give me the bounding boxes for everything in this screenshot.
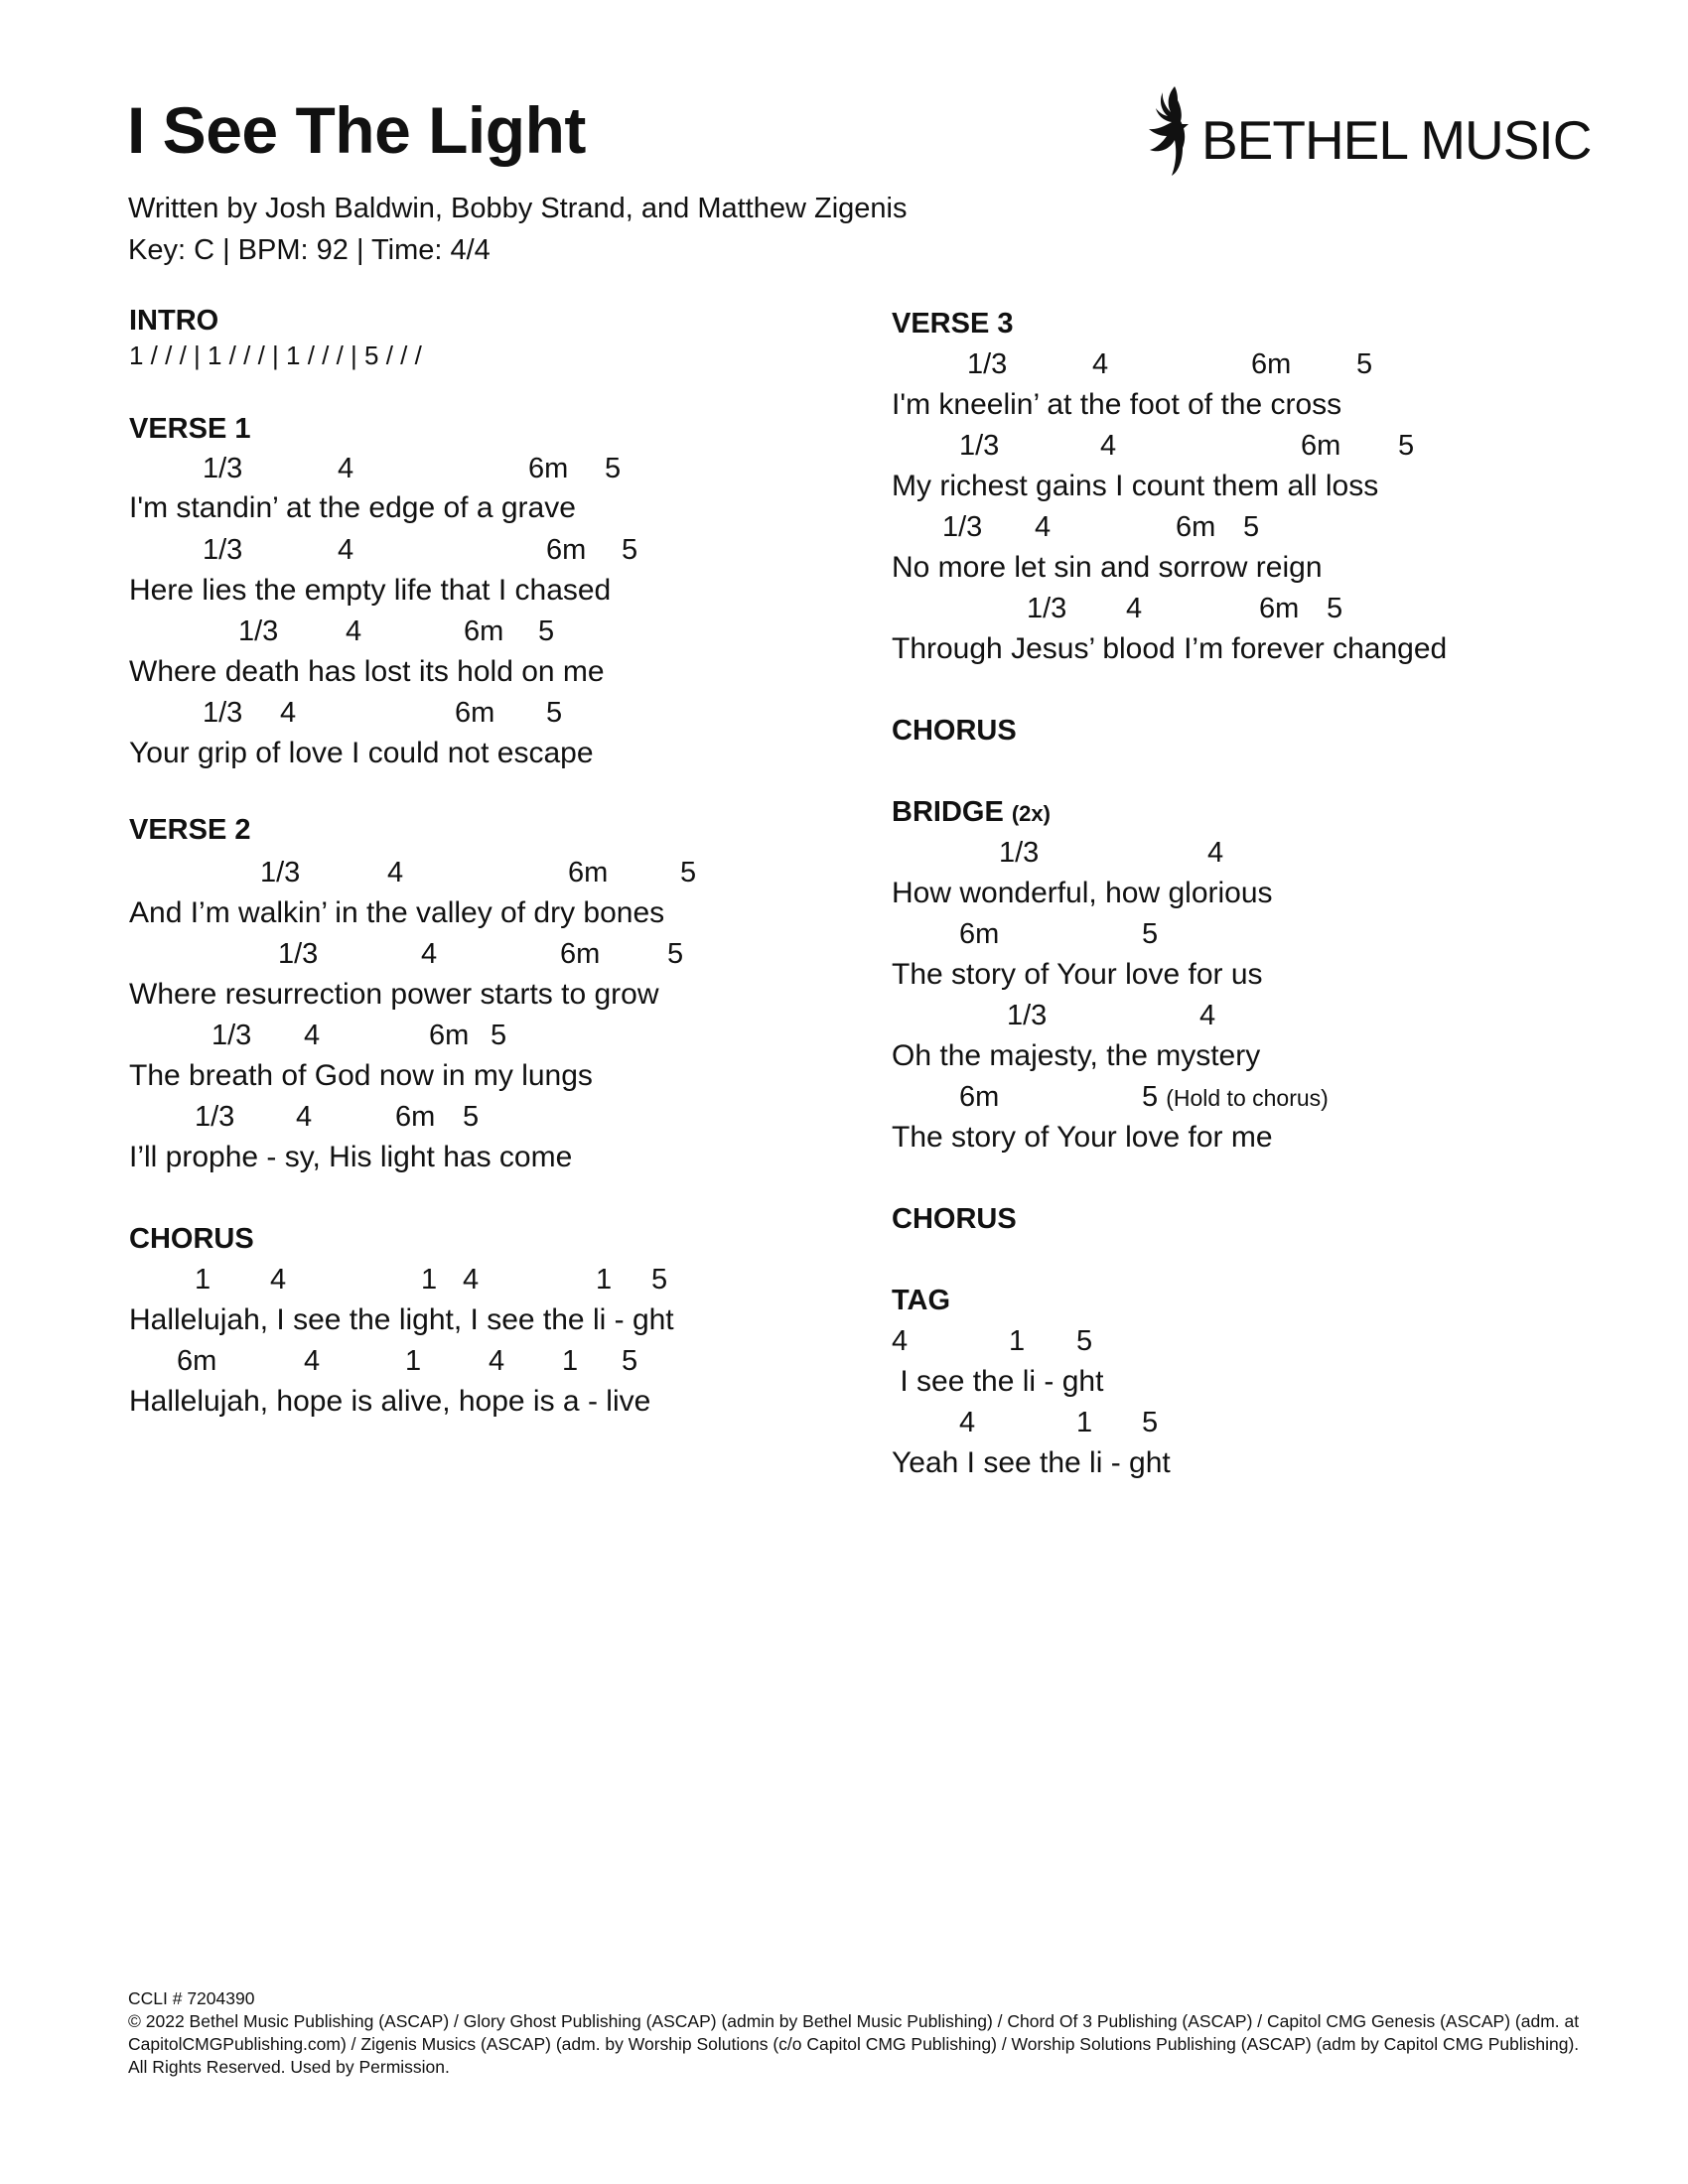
chord: 4: [1092, 348, 1109, 380]
chord: 6m: [959, 918, 1000, 950]
chord: 5: [651, 1264, 668, 1296]
chord: 5: [605, 453, 622, 484]
chord: 5: [1243, 511, 1260, 543]
chord: 4: [463, 1264, 480, 1296]
chord: 4: [489, 1345, 505, 1377]
chord: 6m: [455, 697, 495, 729]
ccli-number: CCLI # 7204390: [128, 1988, 255, 2008]
chord: 6m: [1301, 430, 1341, 462]
song-title: I See The Light: [127, 93, 586, 167]
chord: 5: [546, 697, 563, 729]
chord: 5: [1142, 918, 1159, 950]
song-key-bpm-time: Key: C | BPM: 92 | Time: 4/4: [128, 234, 491, 266]
copyright-notice: © 2022 Bethel Music Publishing (ASCAP) / Glory Ghost Publishing (ASCAP) (admin by Bethel Music Publishing) / Chord Of 3 Publishing (ASCAP) / Capitol CMG Genesis (ASCAP) (adm. at CapitolCMGPublishing.com) / Zigenis Musics (ASCAP) (adm. by Worship Solutions (c/o Capitol CMG Publishing) / Worship Solutions Publishing (ASCAP) (adm by Capitol CMG Publishing). All Rights Reserved. Used by Permission.: [128, 2011, 1580, 2077]
chord: 5: [622, 1345, 638, 1377]
chord: 4: [338, 534, 354, 566]
chord: 1/3: [260, 857, 301, 888]
lyric-line: And I’m walkin’ in the valley of dry bones: [129, 896, 665, 929]
section-heading-chorus: CHORUS: [129, 1223, 254, 1255]
chord: 1: [1076, 1407, 1093, 1438]
chord: 5: [1327, 593, 1343, 624]
lyric-line: Your grip of love I could not escape: [129, 737, 594, 769]
chord: 6m: [1251, 348, 1292, 380]
chord: 6m: [959, 1081, 1000, 1113]
chord: 4: [270, 1264, 287, 1296]
chord: 1: [195, 1264, 211, 1296]
lyric-line: Oh the majesty, the mystery: [892, 1039, 1261, 1072]
section-heading-chorus-repeat: CHORUS: [892, 1203, 1017, 1235]
bethel-music-logo: [1137, 84, 1592, 184]
chord: 1: [562, 1345, 579, 1377]
chord: 1/3: [1007, 1000, 1048, 1031]
chord: 4: [296, 1101, 313, 1133]
lyric-line: I see the li - ght: [892, 1365, 1104, 1398]
lyric-line: Hallelujah, hope is alive, hope is a - live: [129, 1385, 651, 1418]
chord: 4: [1035, 511, 1052, 543]
chord: 5: [622, 534, 638, 566]
lyric-line: Here lies the empty life that I chased: [129, 574, 612, 607]
chord: 1/3: [203, 534, 243, 566]
chord: 1/3: [1027, 593, 1067, 624]
chord: 1/3: [195, 1101, 235, 1133]
lyric-line: The story of Your love for us: [892, 958, 1263, 991]
lyric-line: Through Jesus’ blood I’m forever changed: [892, 632, 1448, 665]
deer-head-icon: [1137, 84, 1198, 184]
lyric-line: Where resurrection power starts to grow: [129, 978, 659, 1011]
chord: 6m: [1259, 593, 1300, 624]
hold-to-chorus-note: (Hold to chorus): [1166, 1085, 1329, 1111]
song-writers: Written by Josh Baldwin, Bobby Strand, and Matthew Zigenis: [128, 193, 908, 224]
chord: 4: [346, 615, 362, 647]
section-heading-verse-3: VERSE 3: [892, 308, 1014, 340]
chord: 1: [421, 1264, 438, 1296]
chord: 4: [304, 1020, 321, 1051]
chord: 1: [596, 1264, 613, 1296]
lyric-line: Yeah I see the li - ght: [892, 1446, 1171, 1479]
chord: 1: [405, 1345, 422, 1377]
section-heading-chorus-repeat: CHORUS: [892, 715, 1017, 747]
chord: 1/3: [942, 511, 983, 543]
lyric-line: Where death has lost its hold on me: [129, 655, 605, 688]
chord: 5: [680, 857, 697, 888]
chord: 6m: [464, 615, 504, 647]
chord: 1: [1009, 1325, 1026, 1357]
chord: [1142, 1083, 1329, 1112]
chord: 4: [338, 453, 354, 484]
lyric-line: The breath of God now in my lungs: [129, 1059, 593, 1092]
chord: 6m: [1176, 511, 1216, 543]
chord: 1/3: [203, 697, 243, 729]
chord: 1/3: [967, 348, 1008, 380]
bridge-repeat-note: (2x): [1011, 801, 1051, 826]
section-heading-tag: TAG: [892, 1285, 951, 1316]
lyric-line: I'm kneelin’ at the foot of the cross: [892, 388, 1342, 421]
chord: 4: [1126, 593, 1143, 624]
chord: 5: [538, 615, 555, 647]
footer: [128, 1987, 1588, 2079]
lyric-line: No more let sin and sorrow reign: [892, 551, 1323, 584]
chord: 6m: [560, 938, 601, 970]
chord: 6m: [395, 1101, 436, 1133]
logo-wordmark: BETHEL MUSIC: [1201, 109, 1592, 171]
section-heading-bridge: [892, 798, 1051, 827]
chord: 6m: [546, 534, 587, 566]
chord: 5: [1142, 1407, 1159, 1438]
chord: 1/3: [278, 938, 319, 970]
lyric-line: How wonderful, how glorious: [892, 877, 1273, 909]
chord: 5: [491, 1020, 507, 1051]
chord: 5: [1398, 430, 1415, 462]
chord: 6m: [429, 1020, 470, 1051]
chord: 4: [1199, 1000, 1216, 1031]
chord: 5: [667, 938, 684, 970]
chord: 4: [1207, 837, 1224, 869]
section-heading-verse-2: VERSE 2: [129, 814, 251, 846]
chord: 1/3: [203, 453, 243, 484]
lyric-line: I'm standin’ at the edge of a grave: [129, 491, 576, 524]
chord: 5: [1076, 1325, 1093, 1357]
chord: 6m: [568, 857, 609, 888]
lyric-line: I’ll prophe - sy, His light has come: [129, 1141, 573, 1173]
lyric-line: Hallelujah, I see the light, I see the li - ght: [129, 1303, 674, 1336]
chord: 1/3: [211, 1020, 252, 1051]
chord-value: 5: [1142, 1081, 1159, 1113]
chord: 4: [892, 1325, 909, 1357]
chord: 5: [463, 1101, 480, 1133]
chord: 4: [959, 1407, 976, 1438]
section-heading-verse-1: VERSE 1: [129, 413, 251, 445]
section-heading-intro: INTRO: [129, 305, 219, 337]
lyric-line: My richest gains I count them all loss: [892, 470, 1379, 502]
chord: 4: [304, 1345, 321, 1377]
chord: 4: [387, 857, 404, 888]
chord: 1/3: [959, 430, 1000, 462]
chord: 6m: [528, 453, 569, 484]
chord: 1/3: [238, 615, 279, 647]
chord: 6m: [177, 1345, 217, 1377]
intro-progression: 1 / / / | 1 / / / | 1 / / / | 5 / / /: [129, 341, 422, 370]
chord: 5: [1356, 348, 1373, 380]
lyric-line: The story of Your love for me: [892, 1121, 1273, 1154]
chord: 4: [280, 697, 297, 729]
chord: 1/3: [999, 837, 1040, 869]
chord: 4: [421, 938, 438, 970]
bridge-heading-label: BRIDGE: [892, 796, 1004, 828]
chord: 4: [1100, 430, 1117, 462]
